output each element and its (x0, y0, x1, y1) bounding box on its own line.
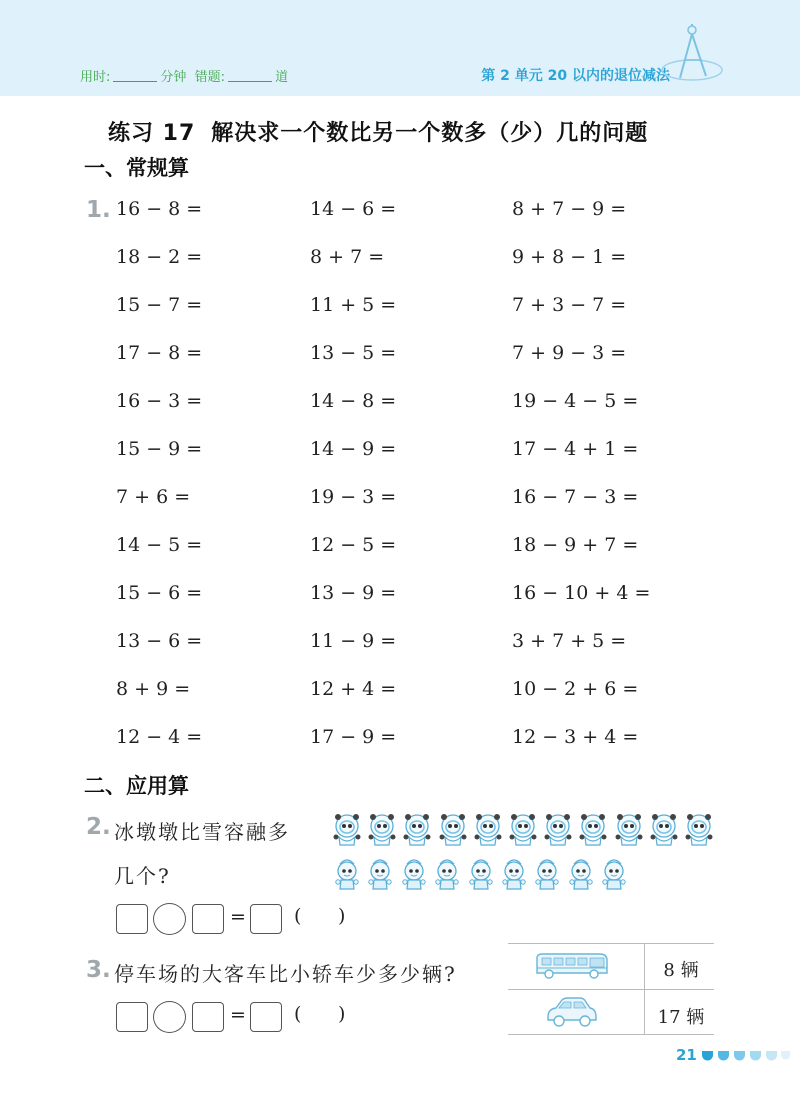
arithmetic-expression: 17 − 8 = (116, 342, 203, 364)
bing-dwen-dwen-icon (543, 812, 573, 848)
bing-dwen-dwen-icon (614, 812, 644, 848)
arithmetic-expression: 7 + 9 − 3 = (512, 342, 627, 364)
arithmetic-expression: 9 + 8 − 1 = (512, 246, 627, 268)
time-label: 用时: (80, 70, 111, 85)
arithmetic-expression: 11 + 5 = (310, 294, 397, 316)
arithmetic-expression: 13 − 9 = (310, 582, 397, 604)
arithmetic-expression: 14 − 6 = (310, 198, 397, 220)
question-number-2: 2. (86, 814, 111, 840)
shuey-rhon-rhon-icon (332, 856, 362, 892)
arithmetic-expression: 7 + 3 − 7 = (512, 294, 627, 316)
shuey-rhon-rhon-icon (466, 856, 496, 892)
arithmetic-expression: 10 − 2 + 6 = (512, 678, 639, 700)
shuey-rhon-rhon-icon (399, 856, 429, 892)
errors-unit: 道 (275, 70, 289, 85)
q3-text: 停车场的大客车比小轿车少多少辆? (114, 962, 457, 986)
arithmetic-expression: 13 − 5 = (310, 342, 397, 364)
bing-dwen-dwen-icon (684, 812, 714, 848)
arithmetic-expression: 8 + 7 − 9 = (512, 198, 627, 220)
bus-count: 8 辆 (663, 960, 699, 981)
arithmetic-expression: 19 − 3 = (310, 486, 397, 508)
shuey-rhon-rhon-icon (532, 856, 562, 892)
arithmetic-expression: 15 − 9 = (116, 438, 203, 460)
q2-text-line1: 冰墩墩比雪容融多 (114, 820, 290, 844)
time-blank[interactable] (113, 70, 157, 82)
q3-answer-box-result[interactable] (250, 1002, 282, 1032)
arithmetic-expression: 8 + 7 = (310, 246, 385, 268)
arithmetic-expression: 8 + 9 = (116, 678, 191, 700)
q2-equals-sign: = (230, 906, 246, 928)
shuey-rhon-rhon-icon (566, 856, 596, 892)
arithmetic-expression: 7 + 6 = (116, 486, 191, 508)
arithmetic-expression: 19 − 4 − 5 = (512, 390, 639, 412)
q3-equals-sign: = (230, 1004, 246, 1026)
arithmetic-expression: 15 − 7 = (116, 294, 203, 316)
q3-operator-circle[interactable] (153, 1001, 186, 1033)
arithmetic-expression: 16 − 8 = (116, 198, 203, 220)
arithmetic-expression: 12 + 4 = (310, 678, 397, 700)
section-title-routine: 一、常规算 (84, 156, 189, 180)
q3-unit-paren-close: ) (338, 1003, 346, 1025)
q2-unit-paren-open: ( (294, 905, 302, 927)
minute-unit: 分钟 (160, 70, 187, 85)
bing-dwen-dwen-icon (473, 812, 503, 848)
q2-answer-row (116, 904, 356, 934)
arithmetic-expression: 14 − 5 = (116, 534, 203, 556)
question-number-1: 1. (86, 197, 111, 223)
page-number: 21 (676, 1046, 697, 1064)
q2-operator-circle[interactable] (153, 903, 186, 935)
arithmetic-expression: 13 − 6 = (116, 630, 203, 652)
bing-dwen-dwen-icon (402, 812, 432, 848)
arithmetic-expression: 17 − 9 = (310, 726, 397, 748)
arithmetic-expression: 16 − 10 + 4 = (512, 582, 651, 604)
arithmetic-expression: 3 + 7 + 5 = (512, 630, 627, 652)
arithmetic-expression: 12 − 4 = (116, 726, 203, 748)
arithmetic-expression: 18 − 2 = (116, 246, 203, 268)
q3-unit-paren-open: ( (294, 1003, 302, 1025)
bing-dwen-dwen-icon (649, 812, 679, 848)
lesson-label: 练习 17 (108, 121, 196, 146)
vehicle-table (508, 943, 714, 1035)
shuey-rhon-rhon-icon (499, 856, 529, 892)
q3-answer-row (116, 1002, 356, 1032)
q3-answer-box-1[interactable] (116, 1002, 148, 1032)
question-number-3: 3. (86, 957, 111, 983)
q2-answer-box-1[interactable] (116, 904, 148, 934)
q2-unit-paren-close: ) (338, 905, 346, 927)
shuey-rhon-rhon-icon (365, 856, 395, 892)
q3-answer-box-2[interactable] (192, 1002, 224, 1032)
bing-dwen-dwen-icon (508, 812, 538, 848)
lesson-title (108, 116, 648, 147)
water-drop-decoration-icon (700, 1049, 792, 1063)
section-title-applied: 二、应用算 (84, 774, 189, 798)
header-wave-edge (0, 84, 800, 102)
shuey-rhon-rhon-icon (599, 856, 629, 892)
arithmetic-expression: 18 − 9 + 7 = (512, 534, 639, 556)
arithmetic-expression: 14 − 8 = (310, 390, 397, 412)
shuey-rhon-rhon-icon (432, 856, 462, 892)
bing-dwen-dwen-icon (332, 812, 362, 848)
car-icon (544, 995, 600, 1029)
bing-dwen-dwen-icon (438, 812, 468, 848)
compass-icon (656, 22, 726, 86)
bing-dwen-dwen-icon (578, 812, 608, 848)
arithmetic-expression: 12 − 3 + 4 = (512, 726, 639, 748)
q2-answer-box-result[interactable] (250, 904, 282, 934)
header-stats (80, 66, 288, 85)
errors-blank[interactable] (228, 70, 272, 82)
bing-dwen-dwen-icon (367, 812, 397, 848)
arithmetic-expression: 12 − 5 = (310, 534, 397, 556)
arithmetic-expression: 15 − 6 = (116, 582, 203, 604)
errors-label: 错题: (194, 70, 226, 85)
arithmetic-expression: 11 − 9 = (310, 630, 397, 652)
q2-text-line2: 几个? (114, 864, 171, 888)
arithmetic-expression: 17 − 4 + 1 = (512, 438, 639, 460)
lesson-topic: 解决求一个数比另一个数多（少）几的问题 (211, 121, 649, 146)
q2-answer-box-2[interactable] (192, 904, 224, 934)
bus-icon (534, 951, 610, 981)
unit-title: 第 2 单元 20 以内的退位减法 (481, 68, 670, 84)
arithmetic-expression: 14 − 9 = (310, 438, 397, 460)
car-count: 17 辆 (657, 1007, 705, 1028)
arithmetic-expression: 16 − 3 = (116, 390, 203, 412)
arithmetic-expression: 16 − 7 − 3 = (512, 486, 639, 508)
